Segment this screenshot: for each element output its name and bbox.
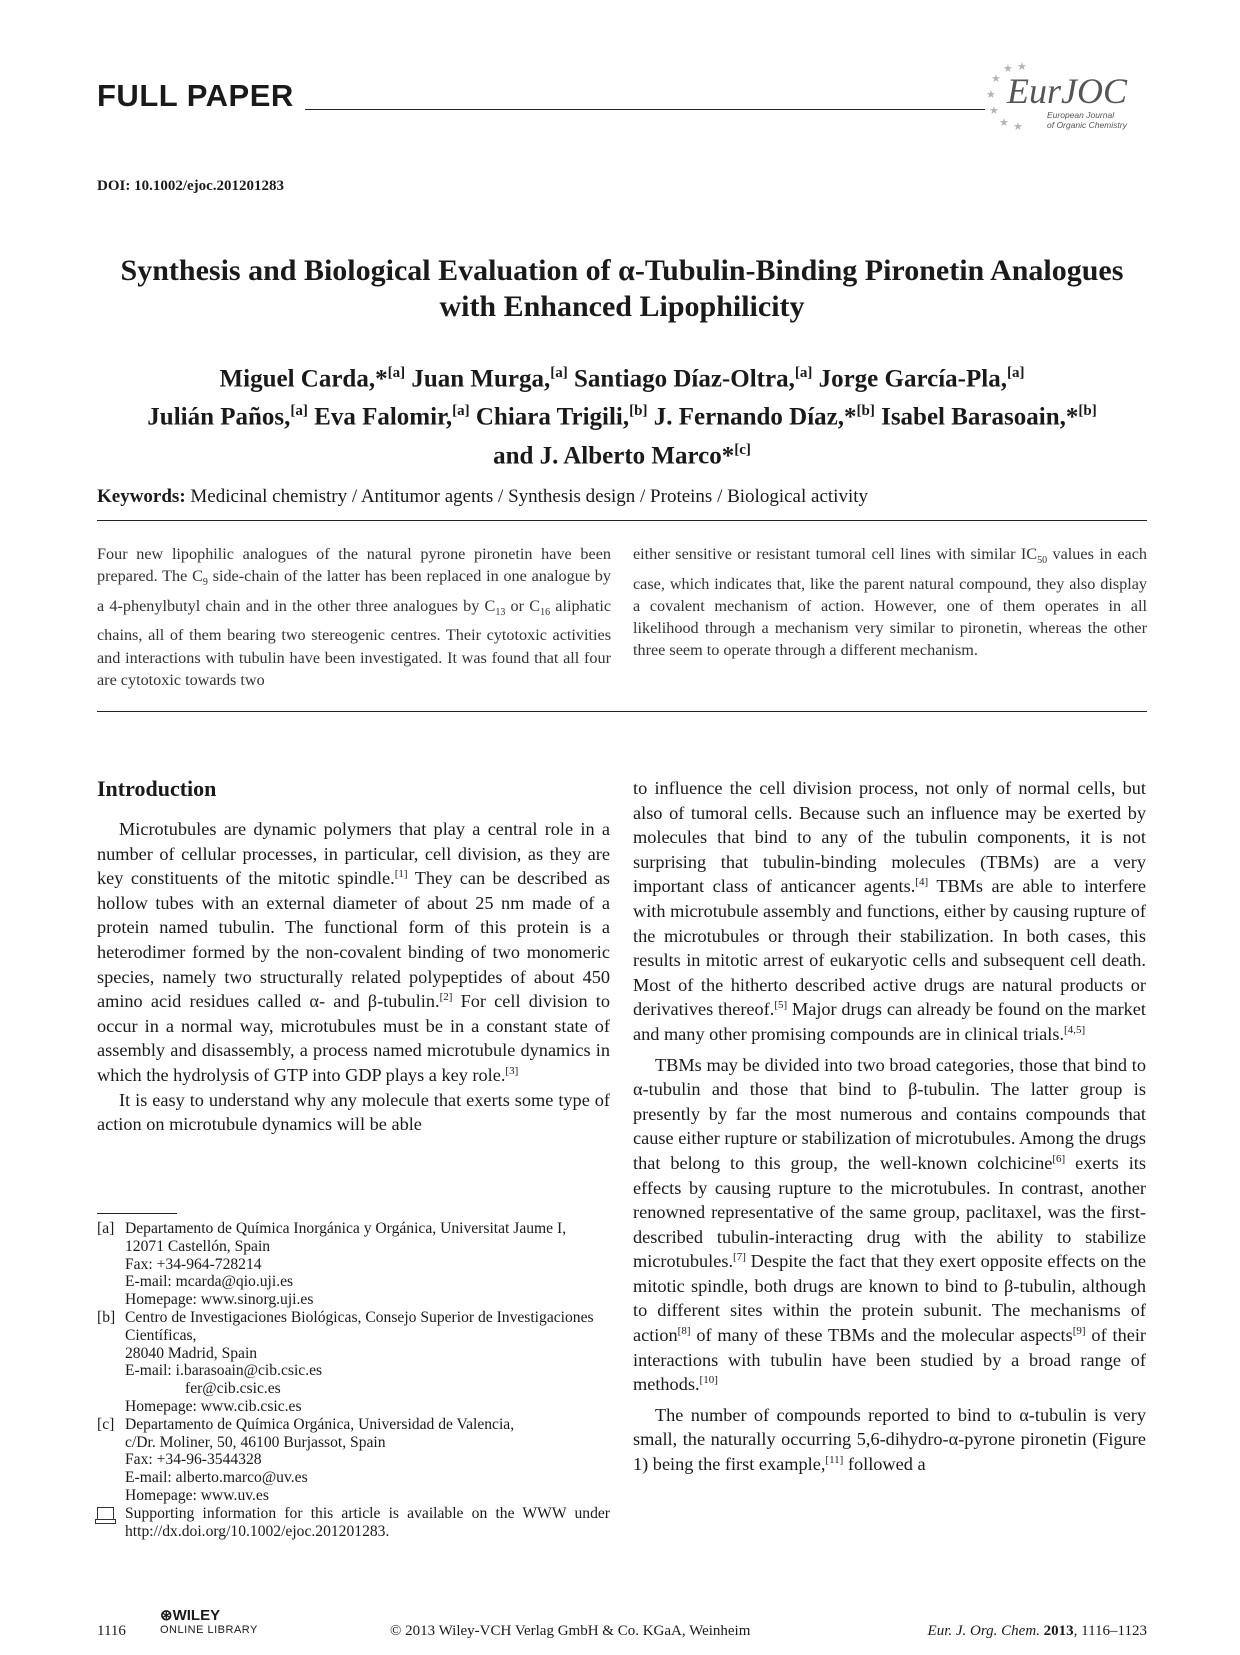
paragraph: TBMs may be divided into two broad categories, those that bind to α-tubulin and those that bind to β-tubulin. The latter group is presently by far the most numerous and contains compounds that cause either rupture or stabilization of microtubules. Among the drugs that belong to this group, the well-known colchicine[6] exerts its effects by causing rupture to the microtubules. In contrast, another renowned representative of the same group, paclitaxel, was the first-described tubulin-interacting drug with the ability to stabilize microtubules.[7] Despite the fact that they exert opposite effects on the mitotic spindle, both drugs are known to bind to β-tubulin, although to different sites within the protein subunit. The mechanisms of action[8] of many of these TBMs and the molecular aspects[9] of their interactions with tubulin have been studied by a broad range of methods.[10] — [633, 1054, 1146, 1395]
computer-icon — [97, 1507, 114, 1520]
body-left-column — [97, 817, 610, 1137]
svg-text:★: ★ — [991, 73, 1001, 85]
svg-text:★: ★ — [989, 105, 999, 117]
author: Juan Murga, — [411, 365, 551, 393]
author: Isabel Barasoain,* — [881, 403, 1079, 431]
svg-text:★: ★ — [1003, 63, 1013, 75]
svg-text:★: ★ — [986, 89, 996, 101]
author: Jorge García-Pla, — [818, 365, 1007, 393]
paragraph: Microtubules are dynamic polymers that play a central role in a number of cellular processes, in particular, cell division, as they are key constituents of the mitotic spindle.[1] They can be described as hollow tubes with an external diameter of about 25 nm made of a protein named tubulin. The functional form of this protein is a heterodimer formed by the non-covalent binding of two monomeric species, namely two structurally related polypeptides of about 450 amino acid residues called α- and β-tubulin.[2] For cell division to occur in a normal way, microtubules must be in a constant state of assembly and disassembly, a process named microtubule dynamics in which the hydrolysis of GTP into GDP plays a key role.[3] — [97, 819, 611, 1085]
svg-text:★: ★ — [999, 117, 1009, 129]
journal-logo — [985, 60, 1160, 135]
author: Santiago Díaz-Oltra, — [574, 365, 795, 393]
keywords: Keywords: Medicinal chemistry / Antitumor agents / Synthesis design / Proteins / Biological activity — [97, 486, 868, 507]
author: and J. Alberto Marco* — [493, 441, 735, 469]
logo-subtitle: European Journal of Organic Chemistry — [1047, 110, 1127, 130]
abstract-left: Four new lipophilic analogues of the natural pyrone pironetin have been prepared. The $C_9$ side-chain of the latter has been replaced in one analogue by a 4-phenylbutyl chain and in the other three analogues by $C_{13}$ or $C_{16}$ aliphatic chains, all of them bearing two stereogenic centres. Their cytotoxic activities and interactions with tubulin have been investigated. It was found that all four are cytotoxic towards two — [97, 545, 612, 689]
affiliation-a: [a] Departamento de Química Inorgánica y Orgánica, Universitat Jaume I, 12071 Castellón, Spain Fax: +34-964-728214 E-mail: mcarda@qio.uji.es Homepage: www.sinorg.uji.es — [97, 1220, 567, 1309]
affiliation-c: [c] Departamento de Química Orgánica, Universidad de Valencia, c/Dr. Moliner, 50, 46100 Burjassot, Spain Fax: +34-96-3544328 E-mail: alberto.marco@uv.es Homepage: www.uv.es — [97, 1415, 515, 1504]
section-heading: Introduction — [97, 776, 217, 801]
paragraph: It is easy to understand why any molecule that exerts some type of action on microtubule dynamics will be able — [97, 1089, 610, 1135]
page-number: 1116 — [97, 1623, 126, 1639]
paragraph: The number of compounds reported to bind to α-tubulin is very small, the naturally occurring 5,6-dihydro-α-pyrone pironetin (Figure 1) being the first example,[11] followed a — [633, 1404, 1146, 1475]
supporting-info: Supporting information for this article is available on the WWW under http://dx.doi.org/10.1002/ejoc.201201283. — [97, 1505, 610, 1541]
journal-citation: Eur. J. Org. Chem. 2013, 1116–1123 — [927, 1623, 1147, 1639]
author: J. Fernando Díaz,* — [653, 403, 857, 431]
wiley-logo: ⊛WILEY ONLINE LIBRARY — [160, 1607, 258, 1636]
svg-text:★: ★ — [1013, 121, 1023, 133]
abstract-right: either sensitive or resistant tumoral cell lines with similar $IC_{50}$ values in each case, which indicates that, like the parent natural compound, they also display a covalent mechanism of action. However, one of them operates in all likelihood through a mechanism very similar to pironetin, whereas the other three seem to operate through a different mechanism. — [633, 545, 1148, 660]
paragraph: to influence the cell division process, not only of normal cells, but also of tumoral cells. Because such an influence may be exerted by molecules that bind to any of the tubulin components, it is not surprising that tubulin-binding molecules (TBMs) are a very important class of anticancer agents.[4] TBMs are able to interfere with microtubule assembly and functions, either by causing rupture of the microtubules or through their stabilization. In both cases, this results in mitotic arrest of eukaryotic cells and subsequent cell death. Most of the hitherto described active drugs are natural products or derivatives thereof.[5] Major drugs can already be found on the market and many other promising compounds are in clinical trials.[4,5] — [633, 778, 1147, 1044]
author: Miguel Carda,* — [219, 365, 388, 393]
author: Eva Falomir, — [314, 403, 453, 431]
author: Julián Paños, — [147, 403, 291, 431]
section-label: FULL PAPER — [97, 78, 294, 113]
footnote-rule — [97, 1213, 177, 1214]
body-right-column — [633, 776, 1146, 1477]
author: Chiara Trigili, — [475, 403, 630, 431]
affiliation-b: [b] Centro de Investigaciones Biológicas, Consejo Superior de Investigaciones Científicas, 28040 Madrid, Spain E-mail: i.barasoain@cib.csic.es fer@cib.csic.es Homepage: www.cib.csic.es — [97, 1308, 594, 1415]
divider — [97, 520, 1147, 521]
divider — [97, 711, 1147, 712]
author-list: Miguel Carda,*[a] Juan Murga,[a] Santiago Díaz-Oltra,[a] Jorge García-Pla,[a] Julián Paños,[a] Eva Falomir,[a] Chiara Trigili,[b] J. Fernando Díaz,*[b] Isabel Barasoain,*[b] and J. Alberto Marco*[c] — [147, 365, 1097, 469]
paper-title: Synthesis and Biological Evaluation of α-Tubulin-Binding Pironetin Analogues with Enhanced Lipophilicity — [120, 254, 1124, 323]
svg-text:★: ★ — [1017, 61, 1027, 73]
affiliations — [97, 1220, 610, 1540]
doi: DOI: 10.1002/ejoc.201201283 — [97, 178, 285, 194]
copyright: © 2013 Wiley-VCH Verlag GmbH & Co. KGaA, Weinheim — [390, 1623, 751, 1639]
logo-wordmark: EurJOC — [1007, 71, 1127, 111]
wiley-icon: ⊛ — [160, 1607, 173, 1624]
header-rule — [305, 109, 985, 110]
